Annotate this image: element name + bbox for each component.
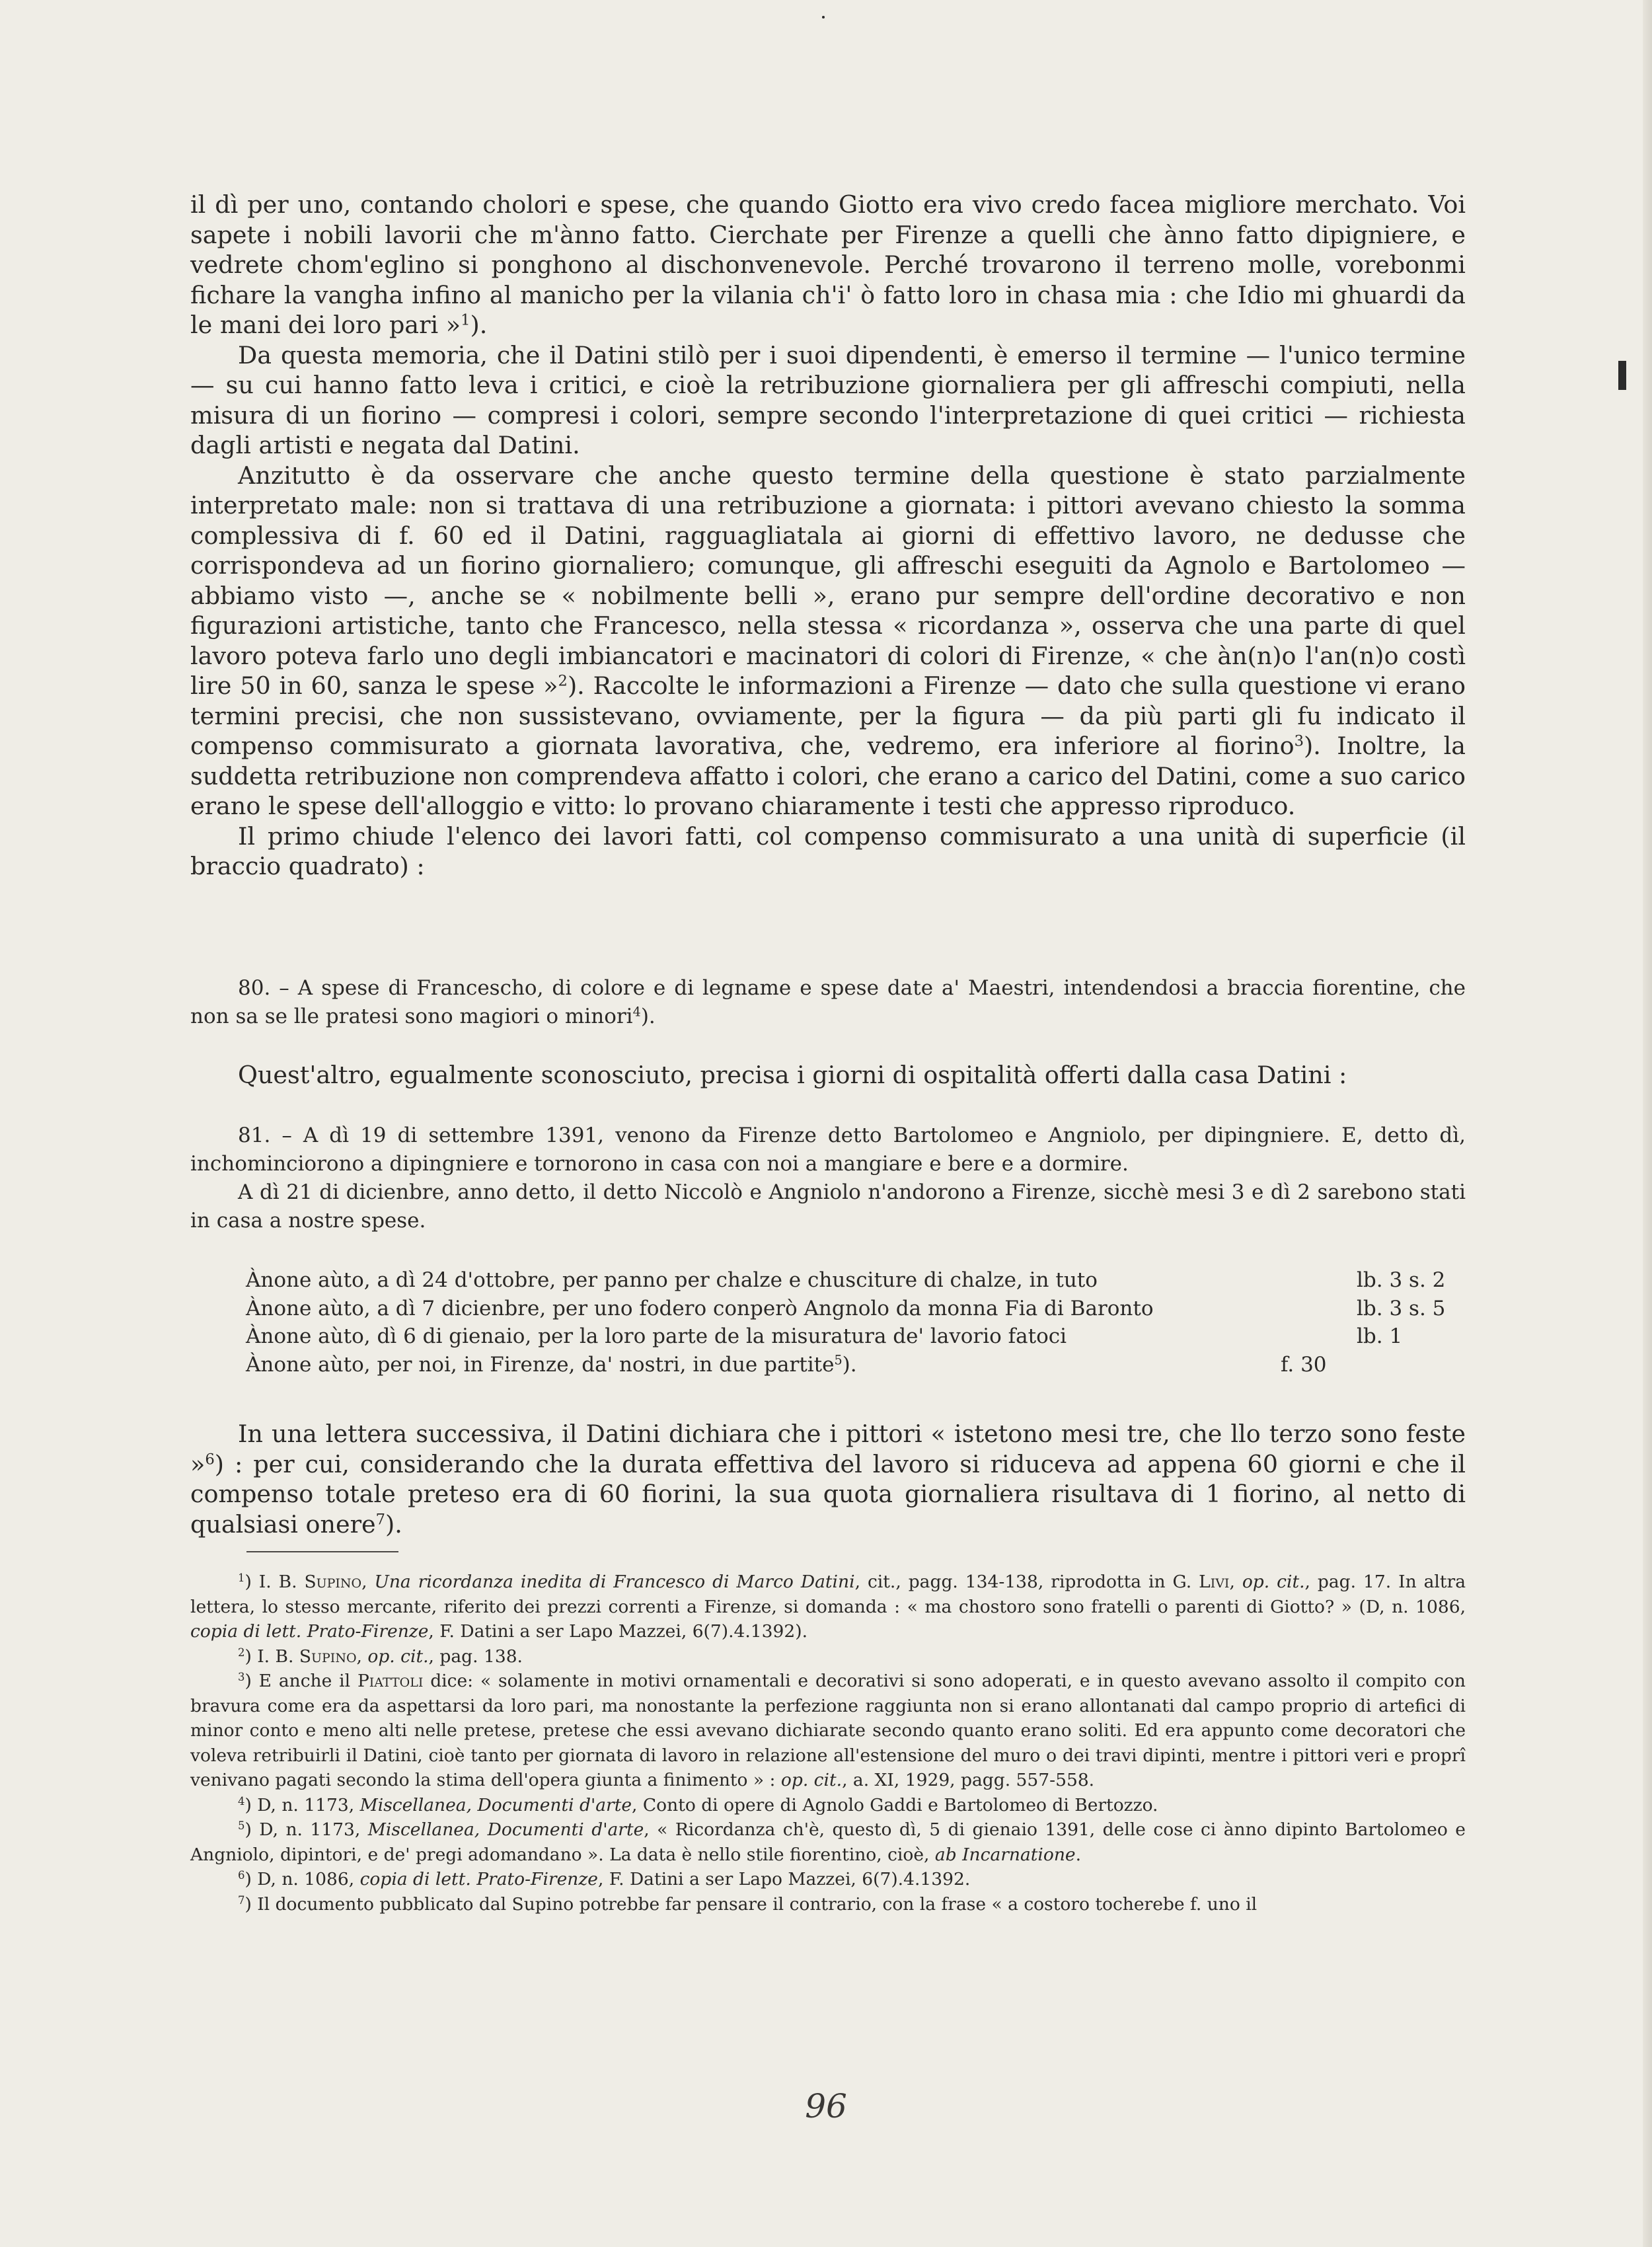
body-text-bottom [190, 1419, 1466, 1539]
ledger-row: Ànone aùto, per noi, in Firenze, da' nostri, in due partite$^5$). f. 30 [190, 1351, 1466, 1379]
footnote-4: $^4$) D, n. 1173, Miscellanea, Documenti d'arte, Conto di opere di Agnolo Gaddi e Bartolomeo di Bertozzo. [238, 1794, 1158, 1815]
footnotes [190, 1570, 1466, 1917]
document-81-line-2: A dì 21 di dicienbre, anno detto, il detto Niccolò e Angniolo n'andorono a Firenze, sicchè mesi 3 e dì 2 sarebono stati in casa a nostre spese. [190, 1180, 1466, 1233]
paragraph-3: Anzitutto è da osservare che anche questo termine della questione è stato parzialmente interpretato male: non si trattava di una retribuzione a giornata: i pittori avevano chiesto la somma complessiva di f. 60 ed il Datini, ragguagliatala ai giorni di effettivo lavoro, ne dedusse che corrispondeva ad un fiorino giornaliero; comunque, gli affreschi eseguiti da Agnolo e Bartolomeo — abbiamo visto —, anche se « nobilmente belli », erano pur sempre dell'ordine decorativo e non figurazioni artistiche, tanto che Francesco, nella stessa « ricordanza », osserva che una parte di quel lavoro poteva farlo uno degli imbiancatori e macinatori di colori di Firenze, « che àn(n)o l'an(n)o costì lire 50 in 60, sanza le spese »$^2$). Raccolte le informazioni a Firenze — dato che sulla questione vi erano termini precisi, che non sussistevano, ovviamente, per la figura — da più parti gli fu indicato il compenso commisurato a giornata lavorativa, che, vedremo, era inferiore al fiorino$^3$). Inoltre, la suddetta retribuzione non comprendeva affatto i colori, che erano a carico del Datini, come a suo carico erano le spese dell'alloggio e vitto: lo provano chiaramente i testi che appresso riproduco. [190, 461, 1466, 820]
paragraph-6: In una lettera successiva, il Datini dichiara che i pittori « istetono mesi tre, che llo terzo sono feste »$^6$) : per cui, considerando che la durata effettiva del lavoro si riduceva ad appena 60 giorni e che il compenso totale preteso era di 60 fiorini, la sua quota giornaliera risultava di 1 fiorino, al netto di qualsiasi onere$^7$). [190, 1420, 1466, 1539]
footnote-3: $^3$) E anche il Piattoli dice: « solamente in motivi ornamentali e decorativi si sono adoperati, e in questo avevano assolto il compito con bravura come era da aspettarsi da loro pari, ma nonostante la perfezione raggiunta non si erano allontanati dal campo proprio di artefici di minor conto e meno alti nelle pretese, pretese che essi avevano dichiarate secondo quanto erano soliti. Ed era appunto come decoratori che voleva retribuirli il Datini, cioè tanto per giornata di lavoro in relazione all'estensione del muro o dei travi dipinti, mentre i pittori veri e proprî venivano pagati secondo la stima dell'opera giunta a finimento » : op. cit., a. XI, 1929, pagg. 557-558. [190, 1670, 1466, 1790]
paragraph-2: Da questa memoria, che il Datini stilò per i suoi dipendenti, è emerso il termine — l'unico termine — su cui hanno fatto leva i critici, e cioè la retribuzione giornaliera per gli affreschi compiuti, nella misura di un fiorino — compresi i colori, sempre secondo l'interpretazione di quei critici — richiesta dagli artisti e negata dal Datini. [190, 340, 1466, 459]
footnote-1: $^1$) I. B. Supino, Una ricordanza inedita di Francesco di Marco Datini, cit., pagg. 134-138, riprodotta in G. Livi, op. cit., pag. 17. In altra lettera, lo stesso mercante, riferito dei prezzi correnti a Firenze, si domanda : « ma chostoro sono fratelli o parenti di Giotto? » (D, n. 1086, copia di lett. Prato-Firenze, F. Datini a ser Lapo Mazzei, 6(7).4.1392). [190, 1571, 1466, 1642]
footnote-rule [246, 1551, 398, 1552]
footnote-6: $^6$) D, n. 1086, copia di lett. Prato-Firenze, F. Datini a ser Lapo Mazzei, 6(7).4.1392. [238, 1868, 971, 1889]
margin-mark [1618, 361, 1626, 390]
document-81-line-1: 81. – A dì 19 di settembre 1391, venono da Firenze detto Bartolomeo e Angniolo, per dipingniere. E, detto dì, inchominciorono a dipingniere e tornorono in casa con noi a mangiare e bere e a dormire. [190, 1124, 1466, 1176]
footnote-5: $^5$) D, n. 1173, Miscellanea, Documenti d'arte, « Ricordanza ch'è, questo dì, 5 di gienaio 1391, delle cose ci ànno dipinto Bartolomeo e Angniolo, dipintori, e de' pregi adomandano ». La data è nello stile fiorentino, cioè, ab Incarnatione. [190, 1819, 1466, 1865]
ledger-amount: lb. 1 [1357, 1324, 1403, 1348]
ledger-table [190, 1266, 1466, 1379]
page-edge [1643, 0, 1652, 2247]
page-number: 96 [805, 2087, 847, 2125]
paragraph-4: Il primo chiude l'elenco dei lavori fatti, col compenso commisurato a una unità di superficie (il braccio quadrato) : [190, 821, 1466, 880]
document-80: 80. – A spese di Francescho, di colore e di legname e spese date a' Maestri, intendendosi a braccia fiorentine, che non sa se lle pratesi sono magiori o minori$^4$). [190, 976, 1466, 1028]
ledger-row: Ànone aùto, a dì 7 dicienbre, per uno fodero conperò Angnolo da monna Fia di Baronto lb. 3 s. 5 [190, 1295, 1466, 1323]
footnote-2: $^2$) I. B. Supino, op. cit., pag. 138. [238, 1646, 523, 1667]
body-text-middle [190, 1060, 1466, 1090]
document-81 [190, 1122, 1466, 1235]
ledger-row: Ànone aùto, a dì 24 d'ottobre, per panno per chalze e chusciture di chalze, in tuto lb. 3 s. 2 [190, 1266, 1466, 1295]
paragraph-1: il dì per uno, contando cholori e spese, che quando Giotto era vivo credo facea migliore merchato. Voi sapete i nobili lavorii che m'ànno fatto. Cierchate per Firenze a quelli che ànno fatto dipigniere, e vedrete chom'eglino si ponghono al dischonvenevole. Perché trovarono il terreno molle, vorebonmi fichare la vangha infino al manicho per la vilania ch'i' ò fatto loro in chasa mia : che Idio mi ghuardi da le mani dei loro pari »$^1$). [190, 190, 1466, 339]
body-text-top [190, 190, 1466, 882]
ledger-row: Ànone aùto, dì 6 di gienaio, per la loro parte de la misuratura de' lavorio fatoci lb. 1 [190, 1322, 1466, 1351]
ledger-amount: lb. 3 s. 5 [1357, 1296, 1446, 1320]
paragraph-5: Quest'altro, egualmente sconosciuto, precisa i giorni di ospitalità offerti dalla casa Datini : [238, 1061, 1347, 1089]
margin-speck [822, 16, 825, 19]
ledger-amount: f. 30 [1281, 1352, 1327, 1377]
ledger-amount: lb. 3 s. 2 [1357, 1268, 1446, 1292]
footnote-7: $^7$) Il documento pubblicato dal Supino potrebbe far pensare il contrario, con la frase « a costoro tocherebe f. uno il [238, 1893, 1258, 1915]
